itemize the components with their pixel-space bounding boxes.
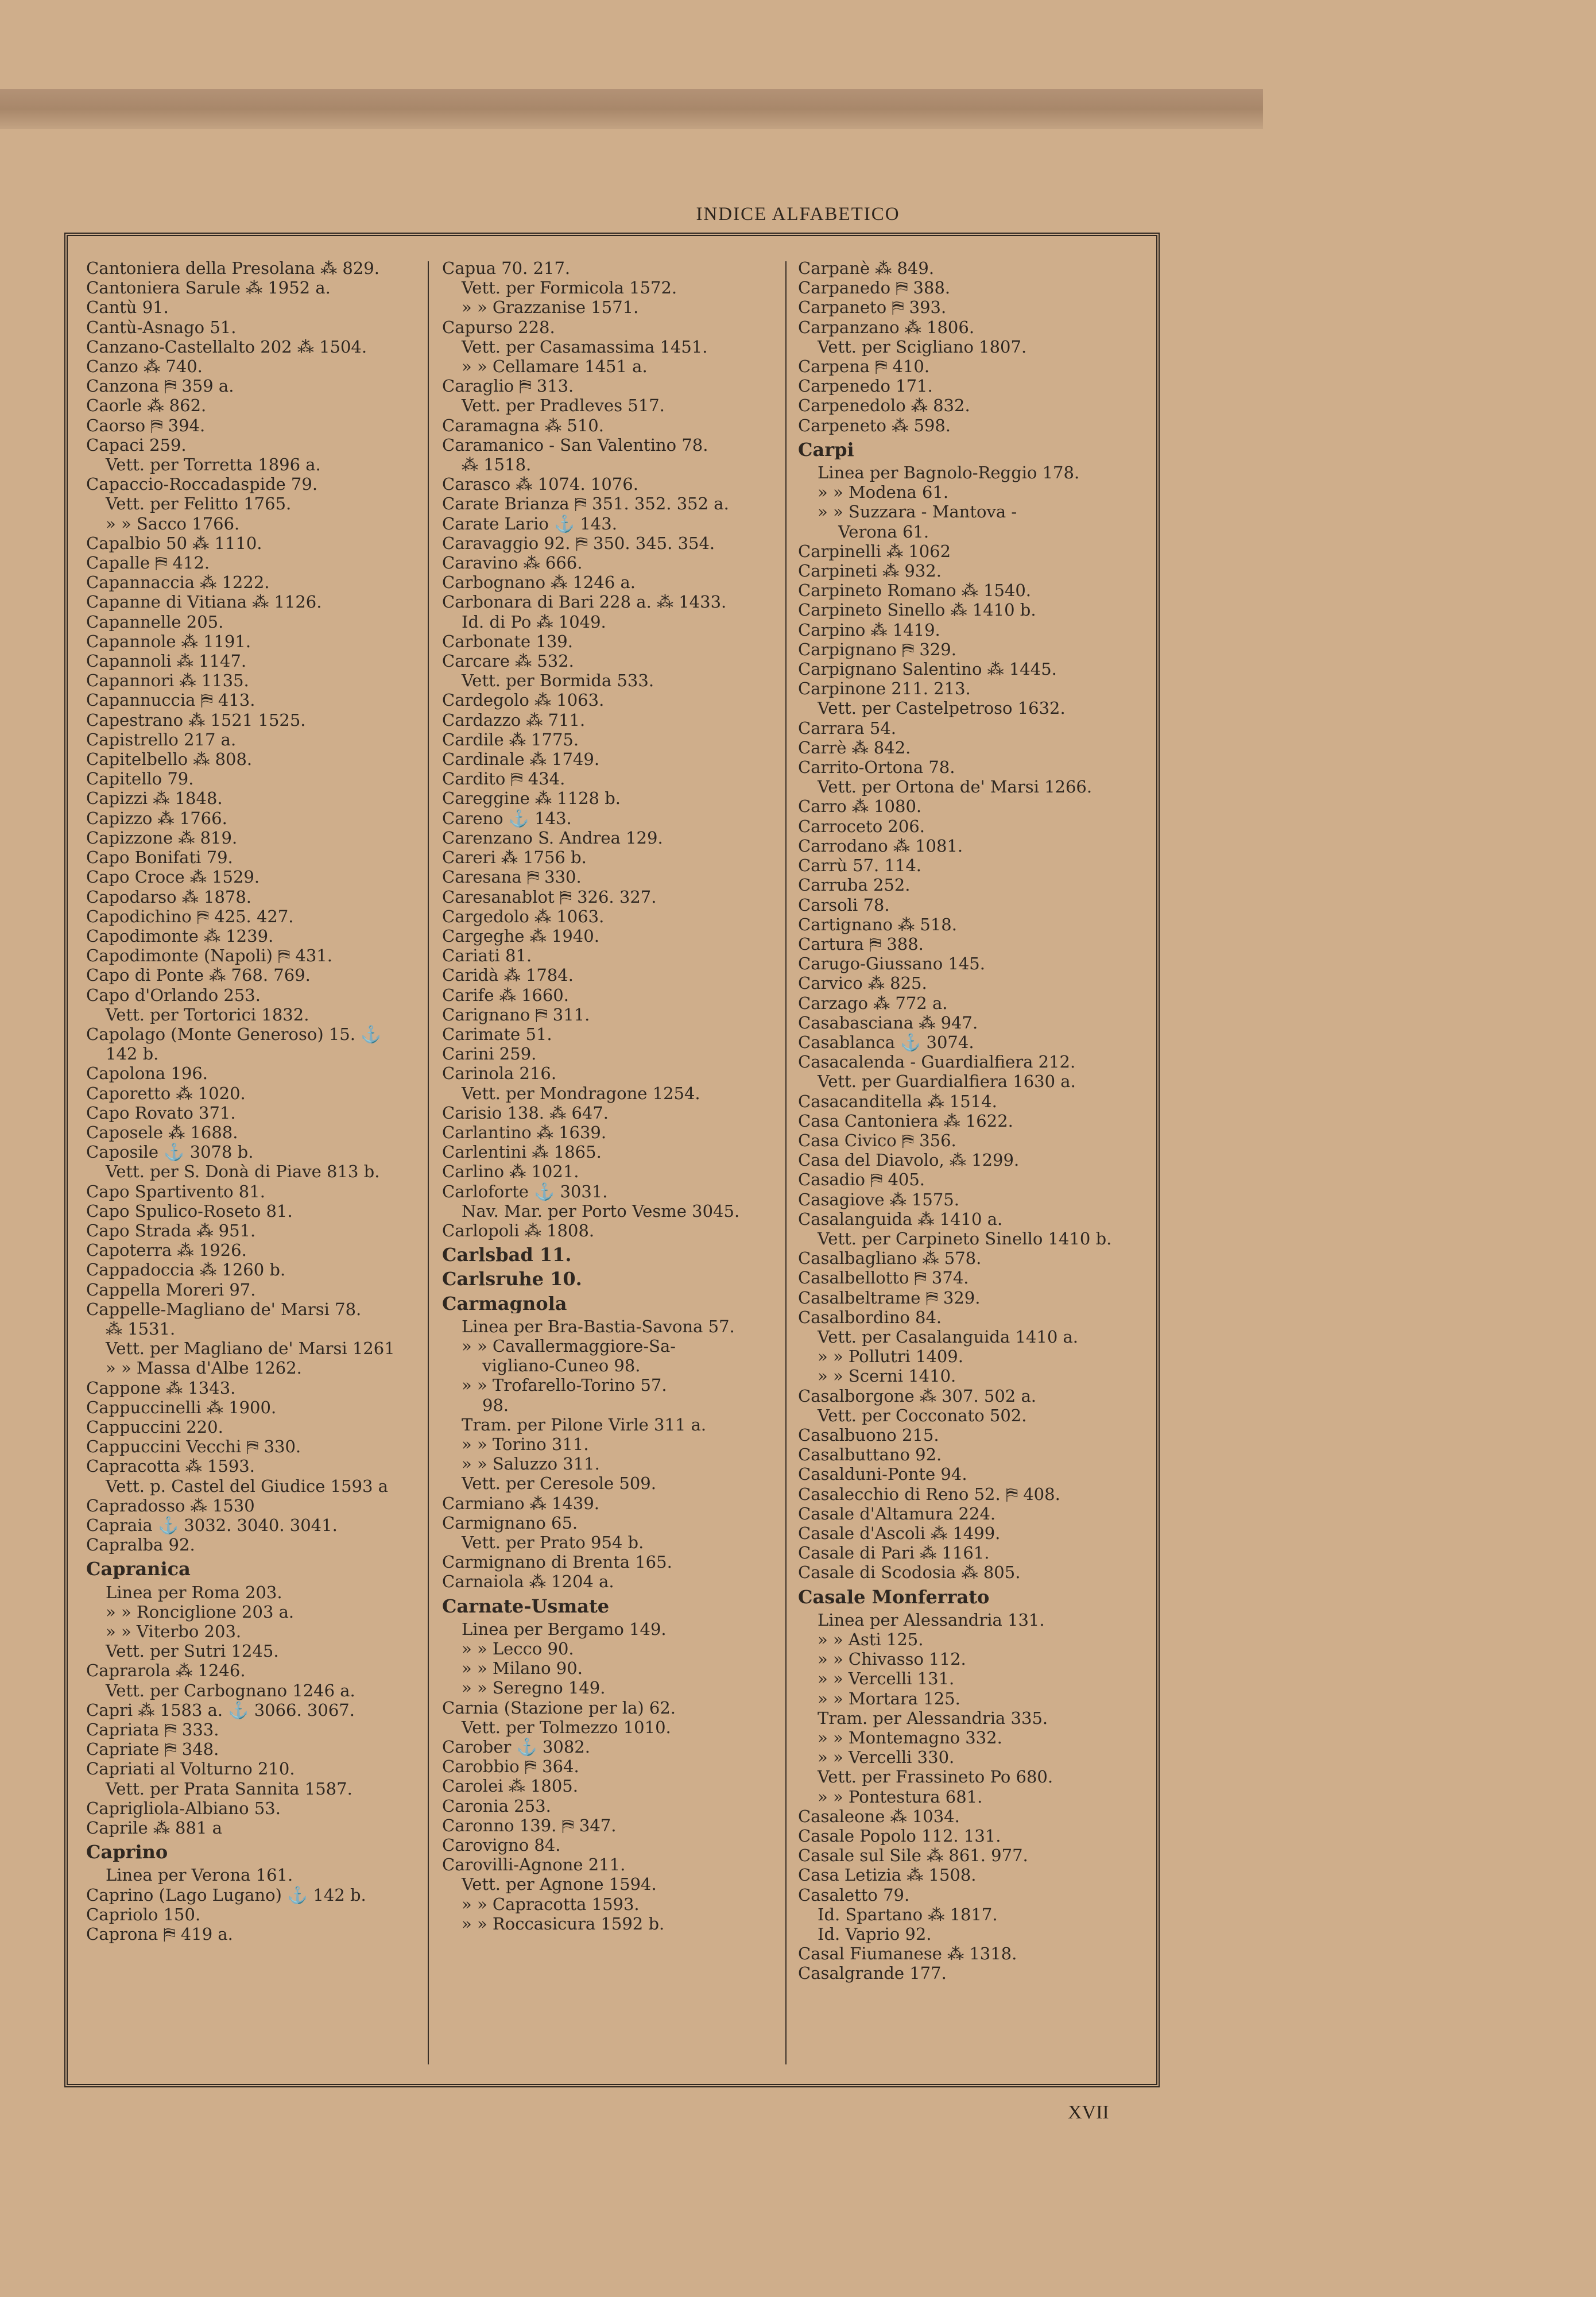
index-entry: Vett. per Agnone 1594. — [462, 1874, 657, 1894]
index-entry: Casale sul Sile ⁂ 861. 977. — [798, 1846, 1028, 1866]
index-entry: Carpenedolo ⁂ 832. — [798, 396, 970, 416]
index-entry: Carnaiola ⁂ 1204 a. — [442, 1572, 614, 1592]
page-number: XVII — [1068, 2102, 1109, 2123]
index-entry: » » Torino 311. — [462, 1434, 589, 1454]
index-entry: Caramagna ⁂ 510. — [442, 415, 604, 435]
index-entry: Capannoli ⁂ 1147. — [86, 651, 247, 671]
index-entry: Capo Spartivento 81. — [86, 1181, 265, 1201]
index-entry: Capo d'Orlando 253. — [86, 985, 261, 1005]
index-entry: Carmignano 65. — [442, 1513, 578, 1533]
page-fold-band — [0, 89, 1263, 129]
index-entry: » » Montemagno 332. — [818, 1728, 1002, 1748]
index-entry: Capodimonte (Napoli) ⛿ 431. — [86, 946, 332, 966]
index-entry: Casalanguida ⁂ 1410 a. — [798, 1209, 1003, 1229]
index-entry: Cantù-Asnago 51. — [86, 317, 237, 337]
index-entry: Vett. per Torretta 1896 a. — [106, 455, 321, 475]
index-entry: Cappone ⁂ 1343. — [86, 1378, 236, 1398]
index-entry: Carpanzano ⁂ 1806. — [798, 317, 975, 337]
index-entry: Capralba 92. — [86, 1535, 195, 1555]
index-heading: Carlsbad 11. — [442, 1245, 572, 1265]
index-entry: Capaccio-Roccadaspide 79. — [86, 474, 318, 494]
index-entry: Canzano-Castellalto 202 ⁂ 1504. — [86, 337, 367, 357]
index-heading: Carpi — [798, 439, 854, 460]
index-entry: Carpeneto ⁂ 598. — [798, 415, 951, 435]
index-entry: Vett. per Frassineto Po 680. — [818, 1767, 1053, 1787]
index-entry: Caprigliola-Albiano 53. — [86, 1798, 281, 1818]
index-entry: Id. Spartano ⁂ 1817. — [818, 1904, 998, 1924]
index-heading: Casale Monferrato — [798, 1587, 990, 1607]
index-entry: Caronno 139. ⛿ 347. — [442, 1815, 617, 1835]
index-entry: Caraglio ⛿ 313. — [442, 376, 574, 396]
index-entry: Capannaccia ⁂ 1222. — [86, 573, 270, 593]
index-entry: 142 b. — [106, 1044, 159, 1064]
index-entry: Casaleone ⁂ 1034. — [798, 1806, 960, 1826]
index-entry: Vett. per Magliano de' Marsi 1261 — [106, 1339, 395, 1359]
index-entry: Cardile ⁂ 1775. — [442, 729, 579, 749]
index-entry: Vett. per Casamassima 1451. — [462, 337, 708, 357]
index-entry: Carenzano S. Andrea 129. — [442, 827, 663, 848]
index-entry: Capestrano ⁂ 1521 1525. — [86, 710, 306, 730]
index-entry: Carpino ⁂ 1419. — [798, 620, 940, 640]
index-heading: Carmagnola — [442, 1293, 567, 1313]
index-entry: Carpignano Salentino ⁂ 1445. — [798, 659, 1057, 679]
index-entry: Cappadoccia ⁂ 1260 b. — [86, 1260, 286, 1280]
index-entry: Casalduni-Ponte 94. — [798, 1464, 967, 1484]
index-entry: Carruba 252. — [798, 875, 911, 895]
index-entry: Carrodano ⁂ 1081. — [798, 836, 963, 856]
index-entry: Capracotta ⁂ 1593. — [86, 1456, 255, 1476]
index-entry: Carignano ⛿ 311. — [442, 1004, 590, 1024]
index-entry: Capolago (Monte Generoso) 15. ⚓ — [86, 1024, 382, 1044]
index-entry: Caronia 253. — [442, 1796, 551, 1816]
index-entry: » » Mortara 125. — [818, 1688, 960, 1708]
index-entry: Careggine ⁂ 1128 b. — [442, 788, 621, 809]
index-entry: Vett. per Scigliano 1807. — [818, 337, 1027, 357]
index-entry: Casalbagliano ⁂ 578. — [798, 1248, 982, 1269]
column-divider — [428, 261, 429, 2064]
index-entry: Capanne di Vitiana ⁂ 1126. — [86, 592, 322, 612]
index-entry: Cardazzo ⁂ 711. — [442, 710, 586, 730]
index-entry: 98. — [482, 1395, 509, 1415]
index-entry: Vett. per Cocconato 502. — [818, 1405, 1027, 1425]
index-entry: » » Chivasso 112. — [818, 1649, 966, 1669]
index-entry: Casale di Pari ⁂ 1161. — [798, 1543, 990, 1563]
index-entry: Linea per Bra-Bastia-Savona 57. — [462, 1316, 735, 1336]
index-entry: Caprino (Lago Lugano) ⚓ 142 b. — [86, 1885, 366, 1905]
index-entry: Carovilli-Agnone 211. — [442, 1855, 626, 1875]
index-entry: Capriati al Volturno 210. — [86, 1759, 295, 1779]
index-entry: Carpineto Romano ⁂ 1540. — [798, 581, 1032, 601]
index-entry: Cappelle-Magliano de' Marsi 78. — [86, 1299, 362, 1319]
index-entry: Caridà ⁂ 1784. — [442, 965, 574, 985]
index-entry: Carimate 51. — [442, 1024, 552, 1044]
index-column-3 — [798, 258, 1142, 1983]
index-entry: Vett. per Casalanguida 1410 a. — [818, 1327, 1079, 1347]
index-entry: Carvico ⁂ 825. — [798, 973, 927, 993]
index-entry: Carpinone 211. 213. — [798, 679, 971, 699]
index-entry: Carbognano ⁂ 1246 a. — [442, 573, 636, 593]
index-entry: Nav. Mar. per Porto Vesme 3045. — [462, 1201, 740, 1221]
index-entry: Carrè ⁂ 842. — [798, 737, 911, 757]
index-entry: Cantoniera della Presolana ⁂ 829. — [86, 258, 379, 278]
index-entry: » » Ronciglione 203 a. — [106, 1602, 295, 1622]
index-entry: Capizzone ⁂ 819. — [86, 827, 238, 848]
index-entry: Caprona ⛿ 419 a. — [86, 1924, 233, 1944]
index-entry: Capriate ⛿ 348. — [86, 1739, 219, 1760]
index-entry: Vett. per Felitto 1765. — [106, 494, 292, 514]
index-entry: Capurso 228. — [442, 317, 555, 337]
index-entry: Caposile ⚓ 3078 b. — [86, 1142, 254, 1162]
index-entry: » » Saluzzo 311. — [462, 1454, 600, 1474]
index-entry: Carpaneto ⛿ 393. — [798, 297, 947, 318]
index-entry: Carpena ⛿ 410. — [798, 357, 930, 377]
index-entry: Casa Civico ⛿ 356. — [798, 1130, 956, 1150]
index-entry: Carbonara di Bari 228 a. ⁂ 1433. — [442, 592, 727, 612]
index-entry: Carobbio ⛿ 364. — [442, 1757, 579, 1777]
index-entry: » » Milano 90. — [462, 1658, 583, 1679]
index-entry: Capo di Ponte ⁂ 768. 769. — [86, 965, 311, 985]
index-entry: » » Cavallermaggiore-Sa- — [462, 1336, 676, 1356]
index-entry: Capodimonte ⁂ 1239. — [86, 926, 274, 946]
index-entry: Carolei ⁂ 1805. — [442, 1776, 578, 1796]
index-entry: Linea per Verona 161. — [106, 1865, 293, 1885]
index-entry: Capo Bonifati 79. — [86, 848, 233, 868]
index-entry: Vett. per Castelpetroso 1632. — [818, 698, 1066, 718]
index-entry: Carasco ⁂ 1074. 1076. — [442, 474, 638, 494]
index-entry: Vett. per Mondragone 1254. — [462, 1083, 700, 1103]
index-entry: Vett. per Ortona de' Marsi 1266. — [818, 777, 1093, 797]
index-entry: Linea per Alessandria 131. — [818, 1610, 1045, 1630]
index-heading: Carnate-Usmate — [442, 1596, 610, 1616]
index-entry: Vett. per Sutri 1245. — [106, 1641, 279, 1661]
index-entry: Id. Vaprio 92. — [818, 1924, 932, 1944]
index-entry: Cappuccinelli ⁂ 1900. — [86, 1397, 277, 1417]
index-entry: Vett. per Tolmezzo 1010. — [462, 1717, 671, 1737]
index-entry: Capriolo 150. — [86, 1904, 201, 1924]
index-entry: Carro ⁂ 1080. — [798, 796, 922, 817]
index-entry: Casablanca ⚓ 3074. — [798, 1032, 974, 1052]
index-entry: Careri ⁂ 1756 b. — [442, 848, 587, 868]
index-entry: Carpinelli ⁂ 1062 — [798, 541, 951, 561]
index-entry: Vett. per Prata Sannita 1587. — [106, 1778, 352, 1799]
index-entry: Capua 70. 217. — [442, 258, 571, 278]
index-entry: Cappuccini 220. — [86, 1417, 223, 1437]
index-entry: Caramanico - San Valentino 78. — [442, 435, 708, 455]
index-entry: Carober ⚓ 3082. — [442, 1737, 590, 1757]
index-entry: Casaletto 79. — [798, 1885, 910, 1905]
index-entry: Carpenedo 171. — [798, 376, 933, 396]
index-entry: Carpanè ⁂ 849. — [798, 258, 935, 278]
index-entry: Carlino ⁂ 1021. — [442, 1162, 579, 1182]
index-entry: Capistrello 217 a. — [86, 729, 237, 749]
index-entry: Capizzi ⁂ 1848. — [86, 788, 223, 809]
index-entry: Carlopoli ⁂ 1808. — [442, 1220, 595, 1240]
index-entry: Canzona ⛿ 359 a. — [86, 376, 234, 396]
index-entry: Capri ⁂ 1583 a. ⚓ 3066. 3067. — [86, 1700, 355, 1720]
index-entry: Vett. per Tortorici 1832. — [106, 1004, 309, 1024]
index-entry: Carbonate 139. — [442, 631, 573, 651]
index-entry: » » Lecco 90. — [462, 1639, 574, 1659]
index-entry: Carmiano ⁂ 1439. — [442, 1493, 599, 1513]
index-entry: Caravaggio 92. ⛿ 350. 345. 354. — [442, 533, 715, 553]
index-entry: » » Capracotta 1593. — [462, 1894, 640, 1914]
index-entry: » » Sacco 1766. — [106, 513, 240, 533]
index-entry: Cargedolo ⁂ 1063. — [442, 906, 605, 926]
index-heading: Carlsruhe 10. — [442, 1269, 582, 1289]
index-entry: Caposele ⁂ 1688. — [86, 1122, 238, 1142]
index-entry: Vett. per S. Donà di Piave 813 b. — [106, 1162, 380, 1182]
index-heading: Capranica — [86, 1559, 191, 1579]
index-entry: Carpineti ⁂ 932. — [798, 561, 942, 581]
index-entry: Carovigno 84. — [442, 1835, 561, 1855]
index-entry: Caresana ⛿ 330. — [442, 867, 582, 887]
index-entry: Casale d'Altamura 224. — [798, 1503, 996, 1523]
index-entry: Carpanedo ⛿ 388. — [798, 278, 951, 298]
index-entry: Carzago ⁂ 772 a. — [798, 993, 948, 1013]
index-entry: Casalgrande 177. — [798, 1963, 947, 1983]
index-entry: Carugo-Giussano 145. — [798, 954, 985, 974]
index-entry: Carisio 138. ⁂ 647. — [442, 1103, 609, 1123]
index-entry: » » Cellamare 1451 a. — [462, 357, 648, 377]
index-column-1 — [86, 258, 425, 1944]
index-entry: Capannelle 205. — [86, 612, 224, 632]
index-entry: Capalbio 50 ⁂ 1110. — [86, 533, 262, 553]
index-column-2 — [442, 258, 784, 1933]
index-entry: Carrito-Ortona 78. — [798, 757, 955, 778]
index-entry: Carate Lario ⚓ 143. — [442, 513, 617, 533]
index-entry: Carsoli 78. — [798, 895, 890, 915]
index-entry: Casalbuono 215. — [798, 1425, 939, 1445]
index-entry: Cartignano ⁂ 518. — [798, 914, 957, 934]
index-entry: Linea per Bergamo 149. — [462, 1619, 667, 1639]
index-entry: Cardito ⛿ 434. — [442, 769, 565, 789]
index-entry: Casa Cantoniera ⁂ 1622. — [798, 1111, 1013, 1131]
index-entry: Carrù 57. 114. — [798, 856, 922, 876]
index-entry: Capannori ⁂ 1135. — [86, 671, 249, 691]
index-entry: Carmignano di Brenta 165. — [442, 1552, 672, 1572]
index-entry: Linea per Roma 203. — [106, 1582, 282, 1602]
index-entry: Cantù 91. — [86, 297, 169, 318]
index-entry: Casacalenda - Guardialfiera 212. — [798, 1052, 1076, 1072]
index-entry: » » Pontestura 681. — [818, 1786, 983, 1807]
index-entry: Casalbellotto ⛿ 374. — [798, 1268, 969, 1288]
index-entry: Casalbeltrame ⛿ 329. — [798, 1287, 981, 1308]
index-entry: Careno ⚓ 143. — [442, 808, 572, 828]
index-entry: Casalecchio di Reno 52. ⛿ 408. — [798, 1484, 1060, 1504]
index-entry: Capodarso ⁂ 1878. — [86, 887, 252, 907]
index-entry: Vett. per Ceresole 509. — [462, 1474, 656, 1494]
index-entry: Casacanditella ⁂ 1514. — [798, 1091, 997, 1111]
index-entry: Vett. per Pradleves 517. — [462, 396, 665, 416]
index-entry: Caresanablot ⛿ 326. 327. — [442, 887, 657, 907]
index-entry: Cartura ⛿ 388. — [798, 934, 924, 954]
index-entry: Casagiove ⁂ 1575. — [798, 1189, 959, 1209]
index-entry: » » Trofarello-Torino 57. — [462, 1375, 667, 1395]
index-entry: Linea per Bagnolo-Reggio 178. — [818, 463, 1080, 483]
index-entry: Casadio ⛿ 405. — [798, 1170, 925, 1190]
index-entry: Caorle ⁂ 862. — [86, 396, 207, 416]
index-entry: Carlantino ⁂ 1639. — [442, 1122, 607, 1142]
index-entry: Verona 61. — [838, 521, 929, 542]
index-entry: Caorso ⛿ 394. — [86, 415, 206, 435]
index-entry: » » Viterbo 203. — [106, 1622, 242, 1642]
index-entry: » » Grazzanise 1571. — [462, 297, 639, 318]
index-entry: vigliano-Cuneo 98. — [482, 1356, 641, 1376]
index-entry: Capo Rovato 371. — [86, 1103, 236, 1123]
index-entry: Vett. per Guardialfiera 1630 a. — [818, 1072, 1076, 1092]
index-entry: Capo Croce ⁂ 1529. — [86, 867, 260, 887]
index-entry: Carcare ⁂ 532. — [442, 651, 574, 671]
index-entry: Carife ⁂ 1660. — [442, 985, 569, 1005]
index-entry: » » Scerni 1410. — [818, 1366, 956, 1386]
index-entry: Vett. per Formicola 1572. — [462, 278, 677, 298]
index-entry: Capizzo ⁂ 1766. — [86, 808, 227, 828]
index-entry: Capalle ⛿ 412. — [86, 553, 210, 573]
index-entry: Casalbordino 84. — [798, 1307, 942, 1327]
index-entry: Cardegolo ⁂ 1063. — [442, 690, 605, 710]
index-entry: Capradosso ⁂ 1530 — [86, 1495, 255, 1515]
index-entry: Carate Brianza ⛿ 351. 352. 352 a. — [442, 494, 729, 514]
index-entry: ⁂ 1518. — [462, 455, 532, 475]
index-entry: Cariati 81. — [442, 946, 532, 966]
index-entry: Capo Strada ⁂ 951. — [86, 1220, 256, 1240]
index-entry: » » Massa d'Albe 1262. — [106, 1358, 302, 1378]
index-entry: Capitello 79. — [86, 769, 194, 789]
index-entry: Id. di Po ⁂ 1049. — [462, 612, 606, 632]
index-entry: » » Seregno 149. — [462, 1678, 606, 1698]
index-entry: Carnia (Stazione per la) 62. — [442, 1697, 676, 1718]
index-entry: Casal Fiumanese ⁂ 1318. — [798, 1944, 1017, 1964]
index-entry: Vett. per Carpineto Sinello 1410 b. — [818, 1228, 1112, 1248]
index-entry: Capaci 259. — [86, 435, 187, 455]
index-entry: Capitelbello ⁂ 808. — [86, 749, 253, 769]
index-entry: Caprarola ⁂ 1246. — [86, 1661, 246, 1681]
index-entry: » » Suzzara - Mantova - — [818, 502, 1017, 522]
index-entry: » » Modena 61. — [818, 482, 949, 502]
index-entry: Tram. per Alessandria 335. — [818, 1708, 1048, 1728]
index-entry: Capraia ⚓ 3032. 3040. 3041. — [86, 1515, 338, 1535]
index-entry: Vett. per Prato 954 b. — [462, 1533, 644, 1552]
index-entry: Cantoniera Sarule ⁂ 1952 a. — [86, 278, 331, 298]
index-entry: Casalborgone ⁂ 307. 502 a. — [798, 1386, 1036, 1406]
index-entry: » » Asti 125. — [818, 1630, 924, 1650]
index-entry: Caravino ⁂ 666. — [442, 553, 583, 573]
index-entry: » » Vercelli 330. — [818, 1747, 955, 1768]
index-entry: Caprile ⁂ 881 a — [86, 1818, 222, 1838]
index-entry: Cappella Moreri 97. — [86, 1279, 256, 1300]
index-entry: Cappuccini Vecchi ⛿ 330. — [86, 1437, 301, 1457]
index-entry: Casale Popolo 112. 131. — [798, 1826, 1001, 1846]
index-entry: Vett. per Bormida 533. — [462, 671, 654, 691]
index-entry: Carlentini ⁂ 1865. — [442, 1142, 602, 1162]
index-entry: Capodichino ⛿ 425. 427. — [86, 906, 294, 926]
index-entry: Capo Spulico-Roseto 81. — [86, 1201, 293, 1221]
index-entry: Carloforte ⚓ 3031. — [442, 1181, 608, 1201]
index-entry: Capannole ⁂ 1191. — [86, 631, 251, 651]
index-entry: Caporetto ⁂ 1020. — [86, 1083, 246, 1103]
index-entry: Casale d'Ascoli ⁂ 1499. — [798, 1523, 1001, 1543]
index-entry: Vett. per Carbognano 1246 a. — [106, 1680, 355, 1700]
index-entry: Casalbuttano 92. — [798, 1445, 942, 1465]
page-header: INDICE ALFABETICO — [696, 204, 900, 225]
index-entry: Capriata ⛿ 333. — [86, 1720, 219, 1740]
index-entry: Cardinale ⁂ 1749. — [442, 749, 600, 769]
index-entry: Cargeghe ⁂ 1940. — [442, 926, 599, 946]
index-entry: Casa del Diavolo, ⁂ 1299. — [798, 1150, 1020, 1170]
index-entry: Carpineto Sinello ⁂ 1410 b. — [798, 600, 1036, 620]
index-entry: Carroceto 206. — [798, 816, 925, 836]
index-entry: Casa Letizia ⁂ 1508. — [798, 1865, 977, 1885]
index-entry: Vett. p. Castel del Giudice 1593 a — [106, 1476, 388, 1496]
index-entry: Capoterra ⁂ 1926. — [86, 1240, 247, 1260]
index-entry: » » Roccasicura 1592 b. — [462, 1913, 665, 1933]
index-entry: Tram. per Pilone Virle 311 a. — [462, 1414, 707, 1434]
index-entry: Casale di Scodosia ⁂ 805. — [798, 1563, 1021, 1583]
index-entry: » » Vercelli 131. — [818, 1669, 955, 1689]
index-entry: Carinola 216. — [442, 1064, 557, 1084]
column-divider — [785, 261, 787, 2064]
index-entry: Canzo ⁂ 740. — [86, 357, 203, 377]
index-heading: Caprino — [86, 1842, 168, 1862]
index-entry: Casabasciana ⁂ 947. — [798, 1012, 978, 1033]
index-entry: Capannuccia ⛿ 413. — [86, 690, 255, 710]
index-entry: Carrara 54. — [798, 718, 896, 738]
index-entry: Capolona 196. — [86, 1064, 208, 1084]
index-entry: Carini 259. — [442, 1044, 537, 1064]
index-entry: Carpignano ⛿ 329. — [798, 639, 956, 659]
index-entry: » » Pollutri 1409. — [818, 1347, 963, 1367]
index-entry: ⁂ 1531. — [106, 1318, 176, 1339]
